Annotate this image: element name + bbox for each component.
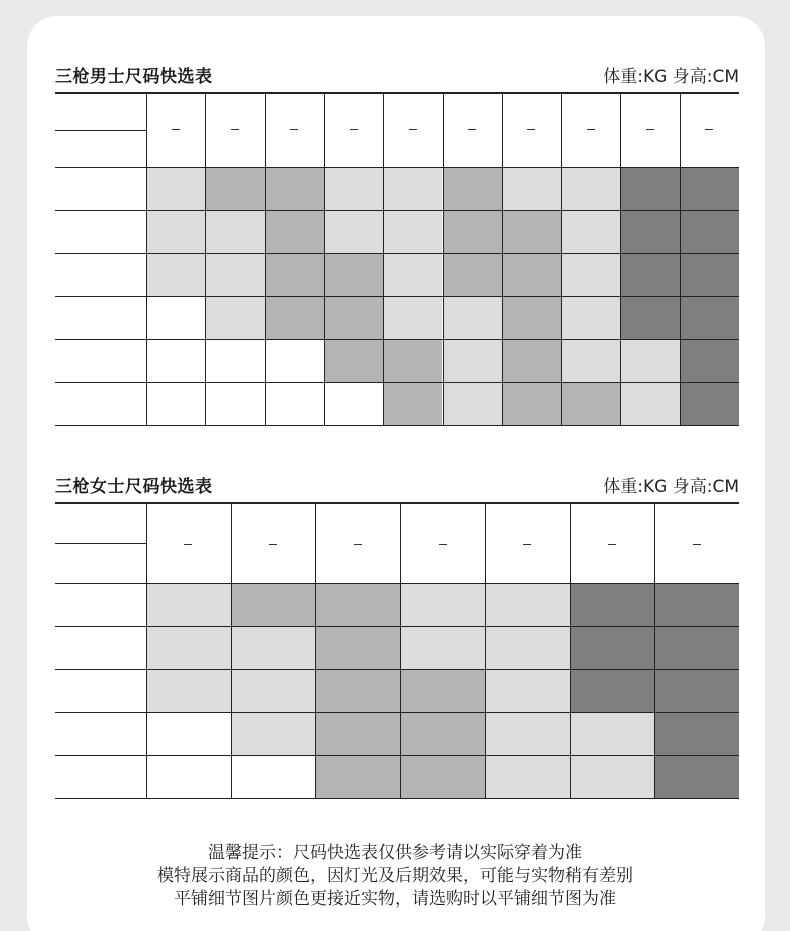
men-col-divider bbox=[468, 129, 476, 130]
women-row-rule bbox=[55, 669, 739, 670]
men-col-rule bbox=[502, 92, 503, 425]
men-cell bbox=[146, 382, 205, 425]
women-cell bbox=[315, 712, 400, 755]
women-cell bbox=[315, 626, 400, 669]
women-row-rule bbox=[55, 583, 739, 584]
women-col-divider bbox=[523, 544, 531, 545]
women-label-col-rule bbox=[146, 502, 147, 798]
women-row-rule bbox=[55, 755, 739, 756]
men-cell bbox=[383, 253, 442, 296]
women-cell bbox=[654, 626, 739, 669]
men-cell bbox=[383, 210, 442, 253]
men-col-divider bbox=[231, 129, 239, 130]
men-cell bbox=[680, 382, 739, 425]
men-cell bbox=[443, 339, 502, 382]
men-cell bbox=[265, 296, 324, 339]
men-cell bbox=[324, 382, 383, 425]
women-cell bbox=[570, 583, 655, 626]
women-row-rule bbox=[55, 712, 739, 713]
men-cell bbox=[383, 382, 442, 425]
footer-tip: 温馨提示：尺码快选表仅供参考请以实际穿着为准 bbox=[208, 843, 582, 863]
men-col-divider bbox=[409, 129, 417, 130]
women-cell bbox=[315, 755, 400, 798]
women-col-divider bbox=[269, 544, 277, 545]
women-cell bbox=[231, 626, 316, 669]
men-cell bbox=[443, 210, 502, 253]
men-cell bbox=[502, 382, 561, 425]
men-cell bbox=[324, 210, 383, 253]
women-cell bbox=[146, 669, 231, 712]
men-cell bbox=[383, 339, 442, 382]
men-cell bbox=[265, 339, 324, 382]
women-size-table bbox=[55, 502, 739, 798]
men-cell bbox=[561, 339, 620, 382]
men-cell bbox=[620, 296, 679, 339]
women-row-rule bbox=[55, 798, 739, 799]
women-col-rule bbox=[570, 502, 571, 798]
women-cell bbox=[400, 669, 485, 712]
men-cell bbox=[502, 339, 561, 382]
men-cell bbox=[146, 167, 205, 210]
women-cell bbox=[654, 583, 739, 626]
men-row-rule bbox=[55, 210, 739, 211]
women-cell bbox=[570, 712, 655, 755]
women-cell bbox=[570, 669, 655, 712]
men-cell bbox=[205, 167, 264, 210]
men-col-rule bbox=[324, 92, 325, 425]
men-cell bbox=[205, 382, 264, 425]
men-cell bbox=[561, 210, 620, 253]
men-cell bbox=[502, 296, 561, 339]
women-cell bbox=[400, 712, 485, 755]
men-cell bbox=[680, 296, 739, 339]
men-cell bbox=[620, 339, 679, 382]
men-cell bbox=[502, 210, 561, 253]
women-cell bbox=[315, 583, 400, 626]
men-col-divider bbox=[646, 129, 654, 130]
men-header-split bbox=[55, 130, 146, 131]
men-col-rule bbox=[443, 92, 444, 425]
women-cell bbox=[146, 583, 231, 626]
women-col-rule bbox=[400, 502, 401, 798]
men-title-row bbox=[55, 62, 739, 87]
men-cell bbox=[443, 253, 502, 296]
men-cell bbox=[205, 339, 264, 382]
women-cell bbox=[315, 669, 400, 712]
men-col-rule bbox=[620, 92, 621, 425]
footer-color-note: 模特展示商品的颜色，因灯光及后期效果，可能与实物稍有差别 bbox=[157, 866, 633, 886]
men-cell bbox=[324, 253, 383, 296]
women-top-rule bbox=[55, 502, 739, 504]
men-cell bbox=[265, 167, 324, 210]
men-cell bbox=[146, 339, 205, 382]
men-cell bbox=[502, 167, 561, 210]
women-col-divider bbox=[184, 544, 192, 545]
women-header-split bbox=[55, 543, 146, 544]
women-cell bbox=[400, 626, 485, 669]
men-col-divider bbox=[527, 129, 535, 130]
women-col-divider bbox=[608, 544, 616, 545]
men-cell bbox=[146, 296, 205, 339]
women-col-rule bbox=[231, 502, 232, 798]
men-cell bbox=[265, 210, 324, 253]
men-cell bbox=[561, 253, 620, 296]
women-col-divider bbox=[693, 544, 701, 545]
women-unit-note: 体重:KG 身高:CM bbox=[603, 477, 739, 497]
men-cell bbox=[620, 382, 679, 425]
men-cell bbox=[502, 253, 561, 296]
men-label-col-rule bbox=[146, 92, 147, 425]
women-cell bbox=[231, 669, 316, 712]
men-cell bbox=[205, 253, 264, 296]
women-col-divider bbox=[439, 544, 447, 545]
men-cell bbox=[561, 167, 620, 210]
men-cell bbox=[383, 296, 442, 339]
men-col-rule bbox=[265, 92, 266, 425]
women-cell bbox=[485, 712, 570, 755]
men-cell bbox=[620, 253, 679, 296]
men-cell bbox=[205, 210, 264, 253]
men-top-rule bbox=[55, 92, 739, 94]
men-col-rule bbox=[383, 92, 384, 425]
footer-detail-note: 平铺细节图片颜色更接近实物，请选购时以平铺细节图为准 bbox=[174, 889, 616, 909]
women-cell bbox=[146, 755, 231, 798]
women-cell bbox=[146, 626, 231, 669]
women-col-rule bbox=[315, 502, 316, 798]
men-cell bbox=[443, 382, 502, 425]
women-cell bbox=[570, 626, 655, 669]
men-col-divider bbox=[350, 129, 358, 130]
men-row-rule bbox=[55, 425, 739, 426]
women-cell bbox=[485, 626, 570, 669]
men-cell bbox=[680, 253, 739, 296]
women-cell bbox=[400, 583, 485, 626]
men-cell bbox=[561, 382, 620, 425]
men-cell bbox=[620, 167, 679, 210]
men-cell bbox=[324, 339, 383, 382]
men-col-divider bbox=[705, 129, 713, 130]
women-cell bbox=[400, 755, 485, 798]
men-cell bbox=[324, 296, 383, 339]
men-row-rule bbox=[55, 167, 739, 168]
men-col-rule bbox=[205, 92, 206, 425]
men-cell bbox=[443, 167, 502, 210]
women-cell bbox=[485, 669, 570, 712]
men-col-divider bbox=[587, 129, 595, 130]
men-col-divider bbox=[172, 129, 180, 130]
women-cell bbox=[485, 583, 570, 626]
men-cell bbox=[146, 253, 205, 296]
men-row-rule bbox=[55, 253, 739, 254]
women-cell bbox=[231, 712, 316, 755]
women-title-row bbox=[55, 472, 739, 497]
women-cell bbox=[654, 712, 739, 755]
men-row-rule bbox=[55, 339, 739, 340]
women-cell bbox=[654, 755, 739, 798]
men-col-rule bbox=[561, 92, 562, 425]
men-col-divider bbox=[290, 129, 298, 130]
women-cell bbox=[485, 755, 570, 798]
men-chart-title: 三枪男士尺码快选表 bbox=[55, 67, 213, 87]
men-cell bbox=[324, 167, 383, 210]
women-cell bbox=[231, 583, 316, 626]
men-cell bbox=[561, 296, 620, 339]
men-cell bbox=[443, 296, 502, 339]
men-col-rule bbox=[680, 92, 681, 425]
men-row-rule bbox=[55, 296, 739, 297]
women-col-rule bbox=[654, 502, 655, 798]
women-row-rule bbox=[55, 626, 739, 627]
men-cell bbox=[680, 167, 739, 210]
women-cell bbox=[146, 712, 231, 755]
men-cell bbox=[680, 210, 739, 253]
men-cell bbox=[265, 253, 324, 296]
women-col-rule bbox=[485, 502, 486, 798]
men-unit-note: 体重:KG 身高:CM bbox=[603, 67, 739, 87]
men-cell bbox=[383, 167, 442, 210]
women-col-divider bbox=[354, 544, 362, 545]
men-cell bbox=[620, 210, 679, 253]
men-size-table bbox=[55, 92, 739, 425]
men-cell bbox=[205, 296, 264, 339]
women-chart-title: 三枪女士尺码快选表 bbox=[55, 477, 213, 497]
women-cell bbox=[654, 669, 739, 712]
men-cell bbox=[680, 339, 739, 382]
women-cell bbox=[231, 755, 316, 798]
men-cell bbox=[146, 210, 205, 253]
men-row-rule bbox=[55, 382, 739, 383]
men-cell bbox=[265, 382, 324, 425]
women-cell bbox=[570, 755, 655, 798]
